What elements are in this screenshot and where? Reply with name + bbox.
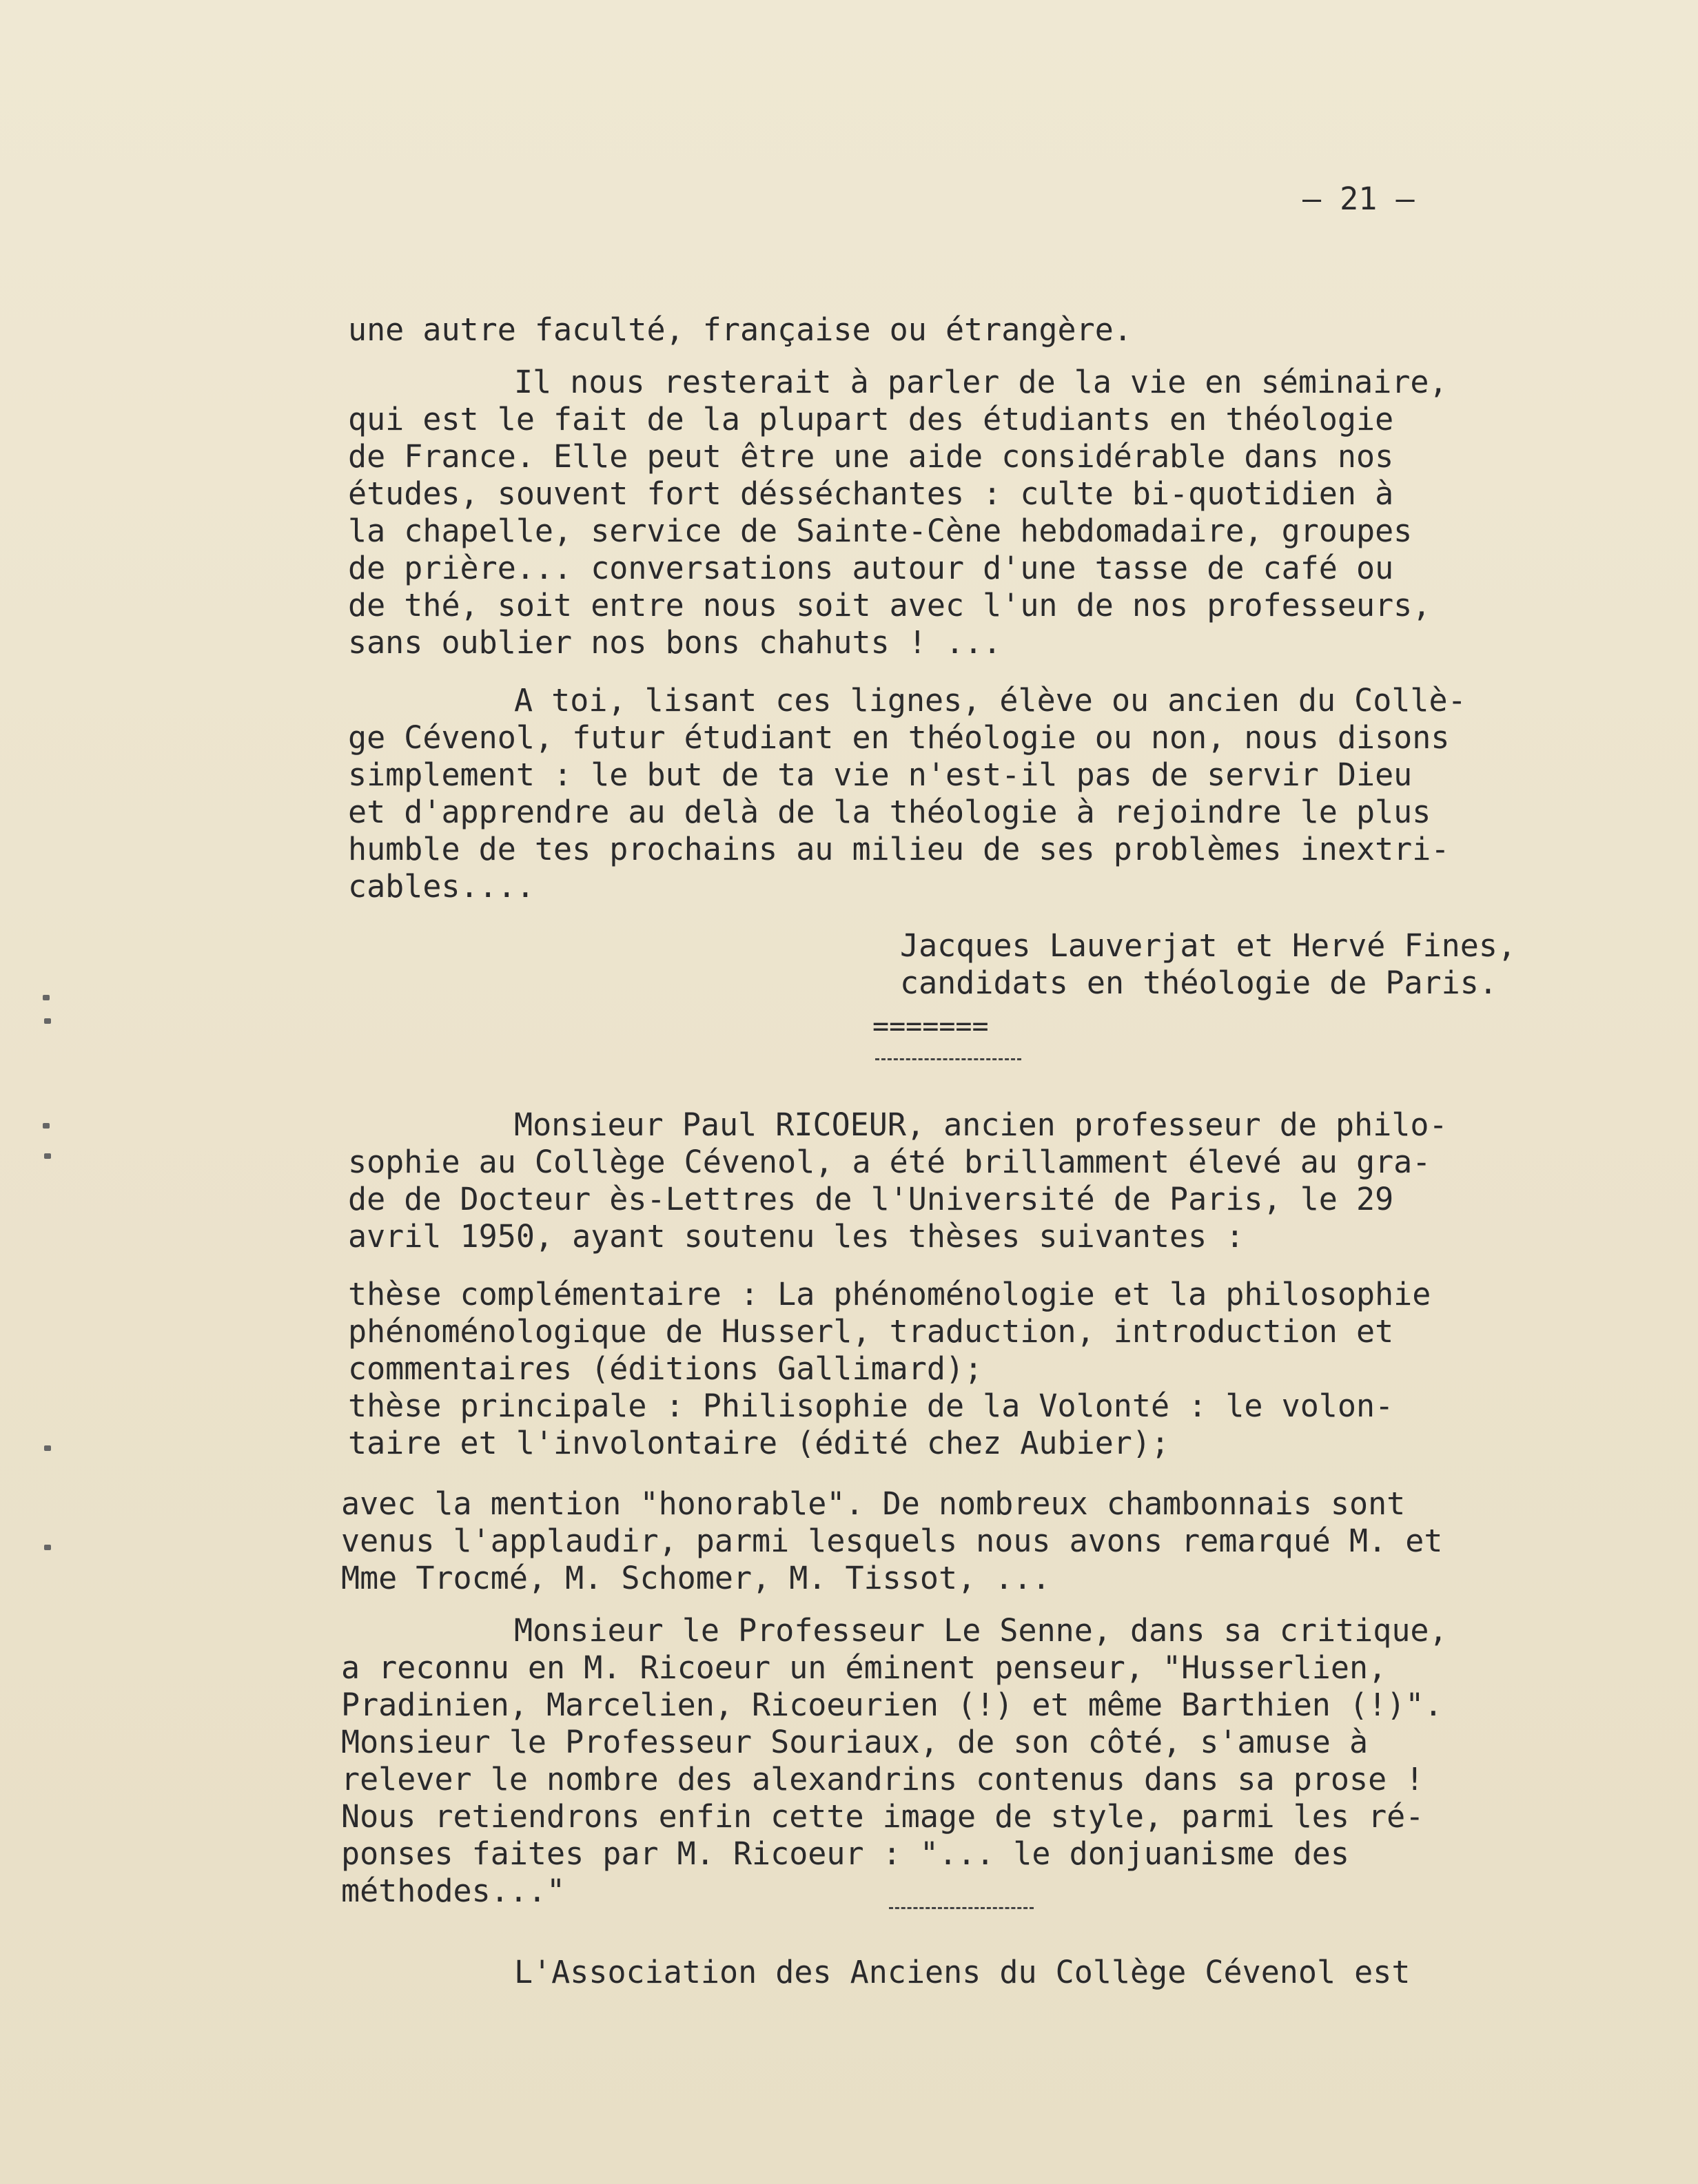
text-line: de de Docteur ès-Lettres de l'Université de Paris, le 29 [348,1181,1394,1217]
separator-dashes [875,1058,1021,1060]
text-line: qui est le fait de la plupart des étudiants en théologie [348,401,1394,437]
signature-line: Jacques Lauverjat et Hervé Fines, [900,927,1517,964]
page-number: – 21 – [1302,181,1415,217]
margin-mark [44,1445,51,1451]
section-separator: ======= [872,1011,989,1042]
text-line: Monsieur le Professeur Souriaux, de son côté, s'amuse à [341,1724,1369,1760]
text-line: L'Association des Anciens du Collège Cévenol est [514,1954,1411,1990]
separator-dashes [889,1907,1034,1909]
text-line: commentaires (éditions Gallimard); [348,1350,983,1387]
text-line: a reconnu en M. Ricoeur un éminent penseur, "Husserlien, [341,1649,1387,1686]
text-line: relever le nombre des alexandrins contenus dans sa prose ! [341,1761,1424,1797]
text-line: thèse principale : Philisophie de la Volonté : le volon- [348,1388,1394,1424]
text-line: ge Cévenol, futur étudiant en théologie ou non, nous disons [348,719,1450,756]
text-line: taire et l'involontaire (édité chez Aubier); [348,1425,1170,1461]
text-line: méthodes..." [341,1873,566,1909]
margin-mark [44,1018,51,1024]
margin-mark [43,1123,50,1129]
text-line: simplement : le but de ta vie n'est-il pas de servir Dieu [348,756,1413,793]
margin-mark [43,995,50,1000]
text-line: ponses faites par M. Ricoeur : "... le donjuanisme des [341,1835,1349,1872]
margin-mark [44,1545,51,1550]
text-line: avril 1950, ayant soutenu les thèses suivantes : [348,1218,1245,1255]
text-line: de prière... conversations autour d'une tasse de café ou [348,550,1394,586]
text-line: sophie au Collège Cévenol, a été brillamment élevé au gra- [348,1144,1431,1180]
text-line: la chapelle, service de Sainte-Cène hebdomadaire, groupes [348,513,1413,549]
text-line: phénoménologique de Husserl, traduction, introduction et [348,1313,1394,1350]
text-line: Monsieur le Professeur Le Senne, dans sa critique, [514,1612,1448,1649]
text-line: Monsieur Paul RICOEUR, ancien professeur de philo- [514,1106,1448,1143]
text-line: études, souvent fort désséchantes : culte bi-quotidien à [348,475,1394,512]
text-line: Nous retiendrons enfin cette image de style, parmi les ré- [341,1798,1424,1835]
margin-mark [44,1153,51,1159]
text-line: Pradinien, Marcelien, Ricoeurien (!) et même Barthien (!)". [341,1687,1443,1723]
text-line: Il nous resterait à parler de la vie en séminaire, [514,364,1448,400]
text-line: Mme Trocmé, M. Schomer, M. Tissot, ... [341,1560,1051,1596]
text-line: A toi, lisant ces lignes, élève ou ancien du Collè- [514,682,1466,719]
signature-line: candidats en théologie de Paris. [900,965,1497,1001]
text-line: de thé, soit entre nous soit avec l'un de nos professeurs, [348,587,1431,624]
text-line: humble de tes prochains au milieu de ses problèmes inextri- [348,831,1450,867]
text-line: de France. Elle peut être une aide considérable dans nos [348,438,1394,475]
text-line: une autre faculté, française ou étrangère. [348,311,1132,348]
text-line: venus l'applaudir, parmi lesquels nous avons remarqué M. et [341,1523,1443,1559]
text-line: et d'apprendre au delà de la théologie à rejoindre le plus [348,794,1431,830]
text-line: sans oublier nos bons chahuts ! ... [348,624,1002,661]
text-line: avec la mention "honorable". De nombreux chambonnais sont [341,1485,1406,1522]
text-line: thèse complémentaire : La phénoménologie et la philosophie [348,1276,1431,1312]
text-line: cables.... [348,868,535,905]
